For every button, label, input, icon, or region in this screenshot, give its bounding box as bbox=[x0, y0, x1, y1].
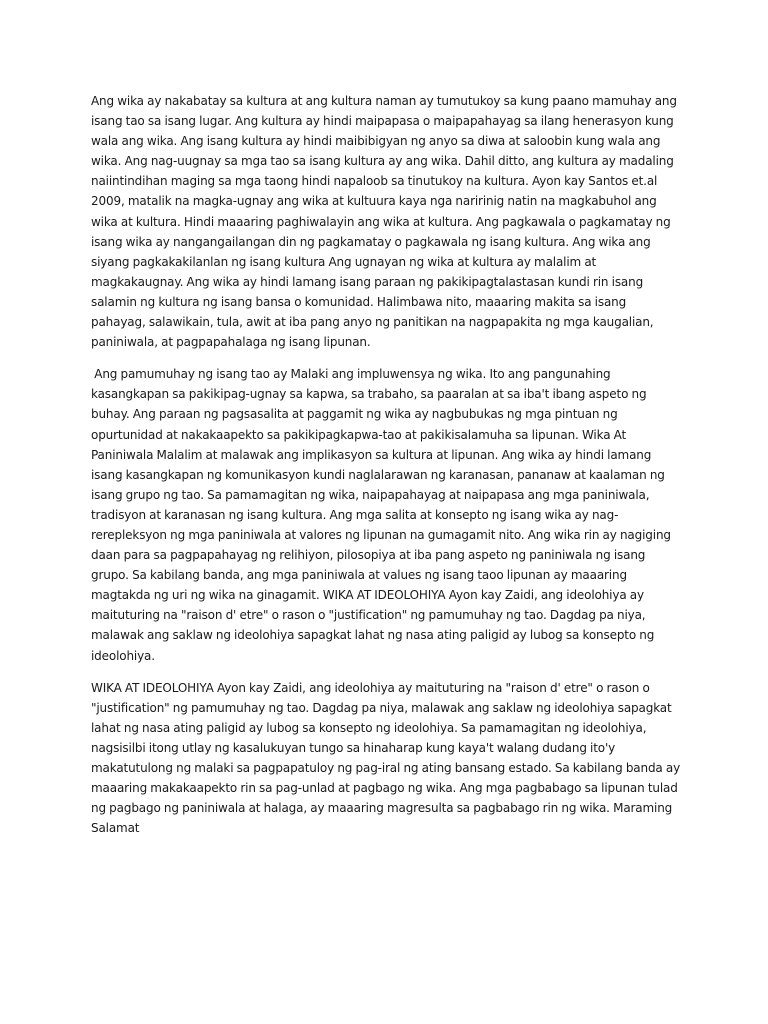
paragraph-wika-at-kultura: Ang wika ay nakabatay sa kultura at ang kultura naman ay tumutukoy sa kung paano mamuhay ang isang tao sa isang lugar. Ang kultura ay hindi maipapasa o maipapahayag sa ilang henerasyon kung wala ang wika. Ang isang kultura ay hindi maibibigyan ng anyo sa diwa at saloobin kung wala ang wika. Ang nag-uugnay sa mga tao sa isang kultura ay ang wika. Dahil ditto, ang kultura ay madaling naiintindihan maging sa mga taong hindi napaloob sa tinutukoy na kultura. Ayon kay Santos et.al 2009, matalik na magka-ugnay ang wika at kultuura kaya nga naririnig natin na magkabuhol ang wika at kultura. Hindi maaaring paghiwalayin ang wika at kultura. Ang pagkawala o pagkamatay ng isang wika ay nangangailangan din ng pagkamatay o pagkawala ng isang kultura. Ang wika ang siyang pagkakakilanlan ng isang kultura Ang ugnayan ng wika at kultura ay malalim at magkakaugnay. Ang wika ay hindi lamang isang paraan ng pakikipagtalastasan kundi rin isang salamin ng kultura ng isang bansa o komunidad. Halimbawa nito, maaaring makita sa isang pahayag, salawikain, tula, awit at iba pang anyo ng panitikan na nagpapakita ng mga kaugalian, paniniwala, at pagpapahalaga ng isang lipunan. bbox=[91, 94, 681, 350]
document-body bbox=[91, 91, 683, 850]
paragraph-wika-at-paniniwala: Ang pamumuhay ng isang tao ay Malaki ang impluwensya ng wika. Ito ang pangunahing kasangkapan sa pakikipag-ugnay sa kapwa, sa trabaho, sa paaralan at sa iba't ibang aspeto ng buhay. Ang paraan ng pagsasalita at paggamit ng wika ay nagbubukas ng mga pintuan ng opurtunidad at nakakaapekto sa pakikipagkapwa-tao at pakikisalamuha sa lipunan. Wika At Paniniwala Malalim at malawak ang implikasyon sa kultura at lipunan. Ang wika ay hindi lamang isang kasangkapan ng komunikasyon kundi naglalarawan ng karanasan, pananaw at kaalaman ng isang grupo ng tao. Sa pamamagitan ng wika, naipapahayag at naipapasa ang mga paniniwala, tradisyon at karanasan ng isang kultura. Ang mga salita at konsepto ng isang wika ay nag-rerepleksyon ng mga paniniwala at valores ng lipunan na gumagamit nito. Ang wika rin ay nagiging daan para sa pagpapahayag ng relihiyon, pilosopiya at iba pang aspeto ng paniniwala ng isang grupo. Sa kabilang banda, ang mga paniniwala at values ng isang taoo lipunan ay maaaring magtakda ng uri ng wika na ginagamit. WIKA AT IDEOLOHIYA Ayon kay Zaidi, ang ideolohiya ay maituturing na "raison d' etre" o rason o "justification" ng pamumuhay ng tao. Dagdag pa niya, malawak ang saklaw ng ideolohiya sapagkat lahat ng nasa ating paligid ay lubog sa konsepto ng ideolohiya. bbox=[91, 367, 675, 663]
paragraph-wika-at-ideolohiya: WIKA AT IDEOLOHIYA Ayon kay Zaidi, ang ideolohiya ay maituturing na "raison d' etre" o rason o "justification" ng pamumuhay ng tao. Dagdag pa niya, malawak ang saklaw ng ideolohiya sapagkat lahat ng nasa ating paligid ay lubog sa konsepto ng ideolohiya. Sa pamamagitan ng ideolohiya, nagsisilbi itong utlay ng kasalukuyan tungo sa hinaharap kung kaya't walang dudang ito'y makatutulong ng malaki sa pagpapatuloy ng pag-iral ng ating bansang estado. Sa kabilang banda ay maaaring makakaapekto rin sa pag-unlad at pagbago ng wika. Ang mga pagbabago sa lipunan tulad ng pagbago ng paniniwala at halaga, ay maaaring magresulta sa pagbabago rin ng wika. Maraming Salamat bbox=[91, 680, 684, 836]
